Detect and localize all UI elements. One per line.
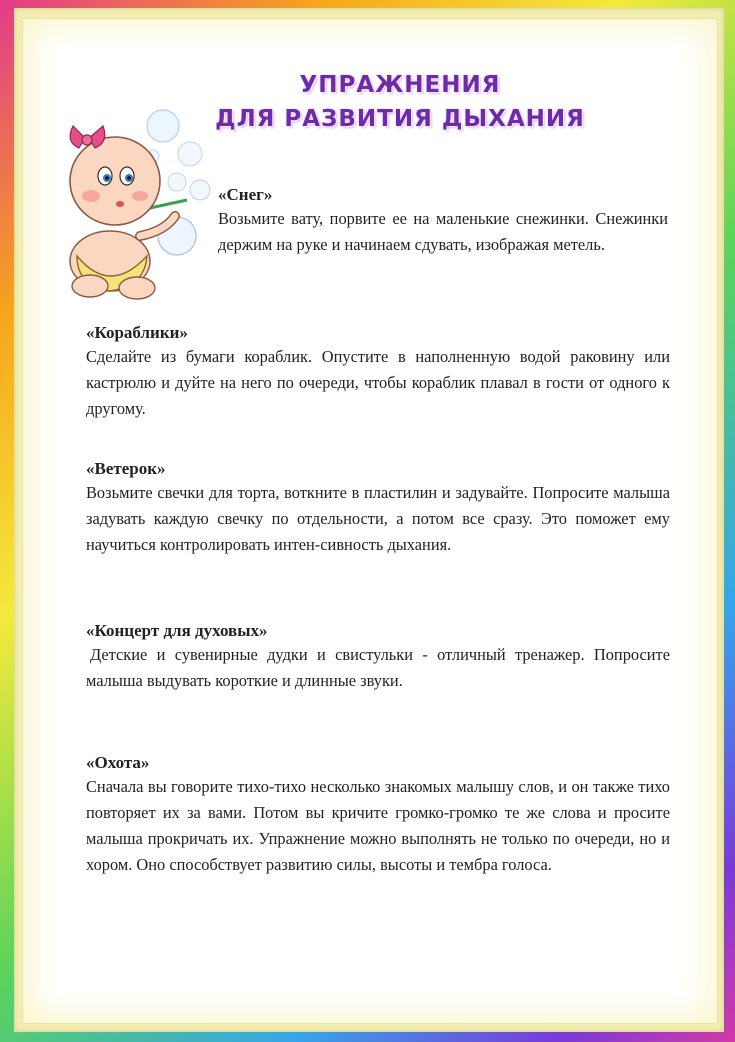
section-sneg <box>218 184 668 258</box>
title-line-2: ДЛЯ РАЗВИТИЯ ДЫХАНИЯ <box>215 106 585 132</box>
section-text: Возьмите свечки для торта, воткните в пластилин и задувайте. Попросите малыша задувать каждую свечку по отдельности, а потом все сразу. Это поможет ему научиться контролировать интен-сивность дыхания. <box>86 483 670 554</box>
section-text: Возьмите вату, порвите ее на маленькие снежинки. Снежинки держим на руке и начинаем сдувать, изображая метель. <box>218 209 668 254</box>
section-title: «Концерт для духовых» <box>86 621 268 640</box>
section-title: «Охота» <box>86 753 150 772</box>
section-koncert <box>86 620 670 694</box>
section-veterok <box>86 458 670 558</box>
section-title: «Снег» <box>218 185 273 204</box>
section-text: Детские и сувенирные дудки и свистульки - отличный тренажер. Попросите малыша выдувать короткие и длинные звуки. <box>86 645 670 690</box>
section-text: Сначала вы говорите тихо-тихо несколько знакомых малышу слов, и он также тихо повторяет их за вами. Потом вы кричите громко-громко те же слова и просите малыша прокричать их. Упражнение можно выполнять не только по очереди, но и хором. Оно способствует развитию силы, высоты и тембра голоса. <box>86 777 670 874</box>
section-title: «Кораблики» <box>86 323 188 342</box>
title-line-1: УПРАЖНЕНИЯ <box>299 72 501 98</box>
section-ohota <box>86 752 670 878</box>
baby-blowing-bubbles-icon <box>55 96 220 306</box>
page-title <box>170 68 630 136</box>
section-title: «Ветерок» <box>86 459 166 478</box>
section-korabliki <box>86 322 670 422</box>
section-text: Сделайте из бумаги кораблик. Опустите в наполненную водой раковину или кастрюлю и дуйте на него по очереди, чтобы кораблик плавал в гости от одного к другому. <box>86 347 670 418</box>
